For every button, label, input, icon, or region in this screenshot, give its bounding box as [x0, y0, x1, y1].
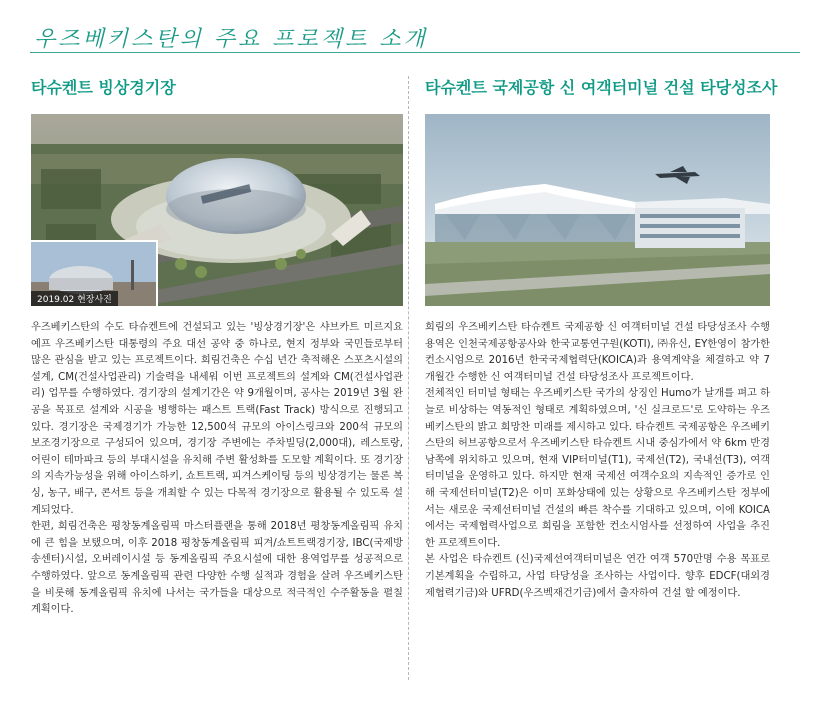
page-header: [30, 14, 800, 54]
airport-body: [425, 320, 770, 602]
airport-rendering: [425, 114, 770, 306]
paragraph: 본 사업은 타슈켄트 (신)국제선여객터미널은 연간 여객 570만명 수용 목표로 기본계획을 수립하고, 사업 타당성을 조사하는 사업이다. 향후 EDCF(대외경제협력기금)와 UFRD(우즈벡재건기금)에서 출자하여 건설 할 예정이다.: [425, 554, 770, 599]
ice-rink-rendering: [31, 114, 403, 306]
page-title: 우즈베키스탄의 주요 프로젝트 소개: [34, 27, 428, 52]
column-divider: [408, 76, 409, 680]
paragraph: 전체적인 터미널 형태는 우즈베키스탄 국가의 상징인 Humo가 날개를 펴고 하늘로 비상하는 역동적인 형태로 계획하였으며, '신 실크로드'로 도약하는 우즈베키스탄의 밝고 희망찬 미래를 제시하고 있다. 타슈켄트 국제공항은 우즈베키스탄의 허브공항으로서 우즈베키스탄 타슈켄트 시내 중심가에서 약 6km 반경 남쪽에 위치하고 있으며, 현재 VIP터미널(T1), 국제선(T2), 국내선(T3), 여객터미널을 운영하고 있다. 하지만 현재 국제선 여객수요의 지속적인 증가로 인해 국제선터미널(T2)은 이미 포화상태에 있는 상황으로 우즈베키스탄 정부에서는 새로운 국제선터미널 건설의 빠른 착수를 기대하고 있으며, 이에 KOICA에서는 국제협력사업으로 희림을 포함한 컨소시엄사를 선정하여 사업을 추진한 프로젝트이다.: [425, 388, 770, 549]
paragraph: 희림의 우즈베키스탄 타슈켄트 국제공항 신 여객터미널 건설 타당성조사 수행 용역은 인천국제공항공사와 한국교통연구원(KOTI), ㈜유신, EY한영이 참가한 컨소시엄으로 2016년 한국국제협력단(KOICA)과 용역계약을 체결하고 약 7개월간 수행한 신 여객터미널 건설 타당성조사 프로젝트이다.: [425, 322, 770, 383]
paragraph: 우즈베키스탄의 수도 타슈켄트에 건설되고 있는 '빙상경기장'은 샤브카트 미르지요예프 우즈베키스탄 대통령의 주요 대선 공약 중 하나로, 현지 정부와 국민들로부터 많은 관심을 받고 있는 프로젝트이다. 희림건축은 수십 년간 축적해온 스포츠시설의 설계, CM(건설사업관리) 기술력을 내세워 이번 프로젝트의 설계와 CM(건설사업관리) 업무를 수행하였다. 경기장의 설계기간은 약 9개월이며, 공사는 2019년 3월 완공을 목표로 설계와 시공을 병행하는 패스트 트랙(Fast Track) 방식으로 진행되고 있다. 경기장은 국제경기가 가능한 12,500석 규모의 아이스링크와 200석 규모의 보조경기장으로 구성되어 있으며, 경기장 주변에는 주차빌딩(2,000대), 레스토랑, 어린이 테마파크 등의 부대시설을 유치해 주변 활성화를 도모할 계획이다. 또 경기장의 지속가능성을 위해 아이스하키, 쇼트트랙, 피겨스케이팅 등의 빙상경기는 물론 복싱, 농구, 배구, 콘서트 등을 개최할 수 있는 다목적 경기장으로 활용될 수 있도록 설계되었다.: [31, 322, 403, 516]
header-rule: [30, 52, 800, 53]
ice-rink-body: [31, 320, 403, 619]
site-photo-inset: [31, 240, 158, 306]
photo-caption: 2019.02 현장사진: [31, 291, 118, 306]
ice-rink-title: 타슈켄트 빙상경기장: [31, 78, 176, 97]
left-column: [31, 74, 403, 619]
airport-illustration: [425, 114, 770, 306]
right-column: [425, 74, 778, 602]
airport-title: 타슈켄트 국제공항 신 여객터미널 건설 타당성조사: [425, 78, 778, 97]
paragraph: 한편, 희림건축은 평창동계올림픽 마스터플랜을 통해 2018년 평창동계올림픽 유치에 큰 힘을 보탰으며, 이후 2018 평창동계올림픽 피겨/쇼트트랙경기장, IBC(국제방송센터)시설, 오버레이시설 등 동계올림픽 주요시설에 대한 용역업무를 성공적으로 수행하였다. 앞으로 동계올림픽 관련 다양한 수행 실적과 경험을 살려 우즈베키스탄을 비롯해 동계올림픽 유치에 나서는 국가들을 대상으로 적극적인 수주활동을 펼칠 계획이다.: [31, 521, 403, 616]
